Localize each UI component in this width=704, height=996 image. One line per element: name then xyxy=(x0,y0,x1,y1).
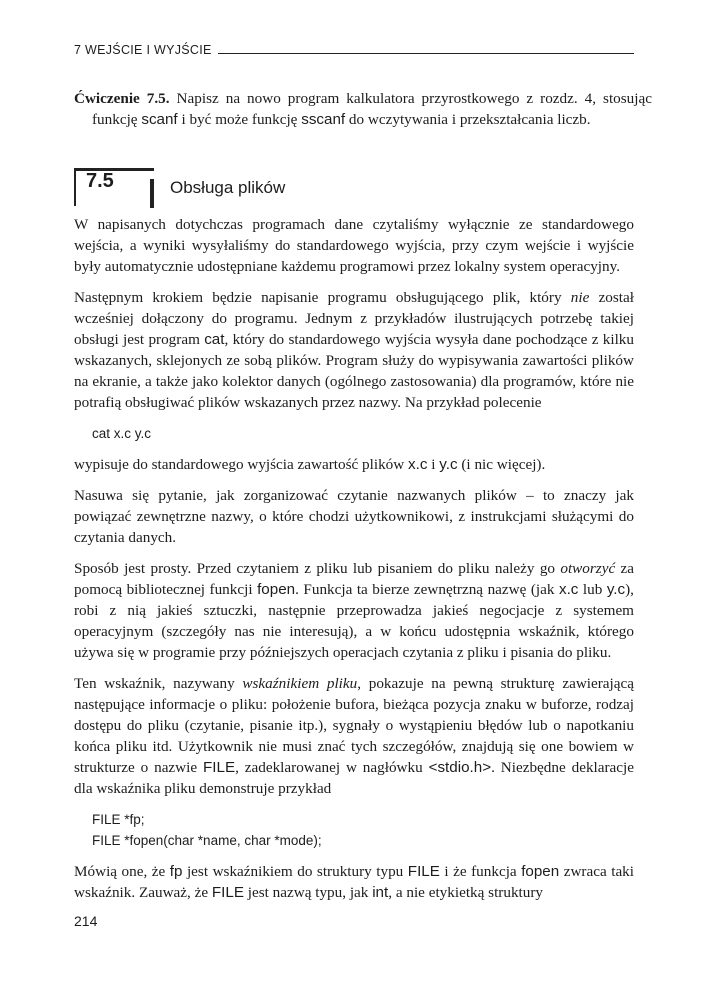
header-rule xyxy=(218,53,634,54)
chapter-title: 7 WEJŚCIE I WYJŚCIE xyxy=(74,43,212,57)
text-run: (i nic więcej). xyxy=(457,456,546,473)
text-run: za pomocą bibliotecznej funkcji xyxy=(74,560,635,598)
emphasis-otworzyc: otworzyć xyxy=(560,560,616,577)
code-xc: x.c xyxy=(558,581,579,598)
code-fopen: fopen xyxy=(257,581,296,598)
text-run: zwraca taki wskaźnik. Zauważ, że xyxy=(74,863,634,901)
text-run: lub xyxy=(578,581,607,598)
code-FILE: FILE xyxy=(211,884,244,901)
emphasis-file-pointer: wskaźnikiem pliku xyxy=(242,675,358,692)
exercise-text: Napisz na nowo program kalkulatora przyrostkowego z rozdz. 4, stosując funkcję xyxy=(92,90,652,128)
page-number: 214 xyxy=(74,913,98,929)
code-scanf: scanf xyxy=(141,111,178,128)
text-run: , zadeklarowanej w nagłówku xyxy=(235,759,429,776)
text-run: Mówią one, że xyxy=(74,863,170,880)
paragraph-3 xyxy=(74,454,634,475)
code-fopen: fopen xyxy=(521,863,560,880)
code-FILE: FILE xyxy=(203,759,236,776)
text-run: ), robi z nią jakieś sztuczki, następnie przeprowadza jakieś negocjacje z systemem operacyjnym (szczegóły nas nie interesują), a w końcu udostępnia wskaźnik, którego używa się w programie przy późniejszych operacjach czytania z pliku i pisania do pliku. xyxy=(74,581,634,661)
paragraph-4: Nasuwa się pytanie, jak zorganizować czytanie nazwanych plików – to znaczy jak powiązać zewnętrzne nazwy, o które chodzi użytkownikowi, z instrukcjami służącymi do czytania danych. xyxy=(74,487,634,546)
paragraph-5 xyxy=(74,558,634,663)
code-line: cat x.c y.c xyxy=(92,426,152,441)
text-run: został wcześniej dołączony do programu. Jednym z przykładów ilustrujących potrzebę takiej obsługi jest program xyxy=(74,289,634,348)
code-int: int xyxy=(372,884,389,901)
exercise-text: i być może funkcję xyxy=(177,111,302,128)
text-run: . Niezbędne deklaracje dla wskaźnika pliku demonstruje przykład xyxy=(74,759,634,797)
code-cat: cat xyxy=(204,331,225,348)
text-run: Następnym krokiem będzie napisanie programu obsługującego plik, który xyxy=(74,289,571,306)
text-run: jest nazwą typu, jak xyxy=(243,884,373,901)
text-run: Ten wskaźnik, nazywany xyxy=(74,675,243,692)
text-run: . Funkcja ta bierze zewnętrzną nazwę (jak xyxy=(295,581,559,598)
paragraph-7 xyxy=(74,861,634,903)
code-block-cat xyxy=(74,423,634,444)
exercise-label: Ćwiczenie 7.5. xyxy=(74,90,170,107)
code-line: FILE *fp; xyxy=(92,812,145,827)
section-heading xyxy=(74,164,634,210)
section-title: Obsługa plików xyxy=(170,178,286,197)
paragraph-6 xyxy=(74,673,634,799)
exercise-7-5 xyxy=(74,88,652,130)
code-block-declarations xyxy=(74,809,634,851)
paragraph-2 xyxy=(74,287,634,413)
section-body xyxy=(74,214,634,913)
running-header xyxy=(74,43,634,57)
code-yc: y.c xyxy=(439,456,458,473)
code-FILE: FILE xyxy=(407,863,440,880)
text-run: i że funkcja xyxy=(439,863,522,880)
code-sscanf: sscanf xyxy=(301,111,346,128)
emphasis-nie: nie xyxy=(570,289,590,306)
text-run: jest wskaźnikiem do struktury typu xyxy=(182,863,408,880)
section-number: 7.5 xyxy=(86,170,114,192)
code-xc: x.c xyxy=(408,456,428,473)
code-stdio-h: <stdio.h> xyxy=(428,759,492,776)
text-run: Sposób jest prosty. Przed czytaniem z pliku lub pisaniem do pliku należy go xyxy=(74,560,561,577)
paragraph-1: W napisanych dotychczas programach dane czytaliśmy wyłącznie ze standardowego wejścia, a wyniki wysyłaliśmy do standardowego wyjścia, przy czym wejście i wyjście były automatycznie udostępniane każdemu programowi przez lokalny system operacyjny. xyxy=(74,216,634,275)
code-fp: fp xyxy=(169,863,183,880)
text-run: wypisuje do standardowego wyjścia zawartość plików xyxy=(74,456,409,473)
text-run: , pokazuje na pewną strukturę zawierającą następujące informacje o pliku: położenie bufora, bieżąca pozycja znaku w buforze, rodzaj dostępu do pliku (czytanie, pisanie itp.), sygnały o wystąpieniu błędów lub o napotkaniu końca pliku itd. Użytkownik nie musi znać tych szczegółów, znajdują się one bowiem w strukturze o nazwie xyxy=(74,675,634,776)
code-yc: y.c xyxy=(606,581,626,598)
text-run: , a nie etykietką struktury xyxy=(388,884,544,901)
exercise-text: do wczytywania i przekształcania liczb. xyxy=(345,111,591,128)
text-run: , który do standardowego wyjścia wysyła dane pochodzące z kilku wskazanych, sklejonych ze sobą plików. Program służy do wypisywania zawartości plików na ekranie, a także jako kolektor danych (ogólnego zastosowania) dla programów, które nie potrafią obsługiwać plików wskazanych przez nazwy. Na przykład polecenie xyxy=(74,331,634,411)
text-run: i xyxy=(427,456,440,473)
code-line: FILE *fopen(char *name, char *mode); xyxy=(92,833,322,848)
